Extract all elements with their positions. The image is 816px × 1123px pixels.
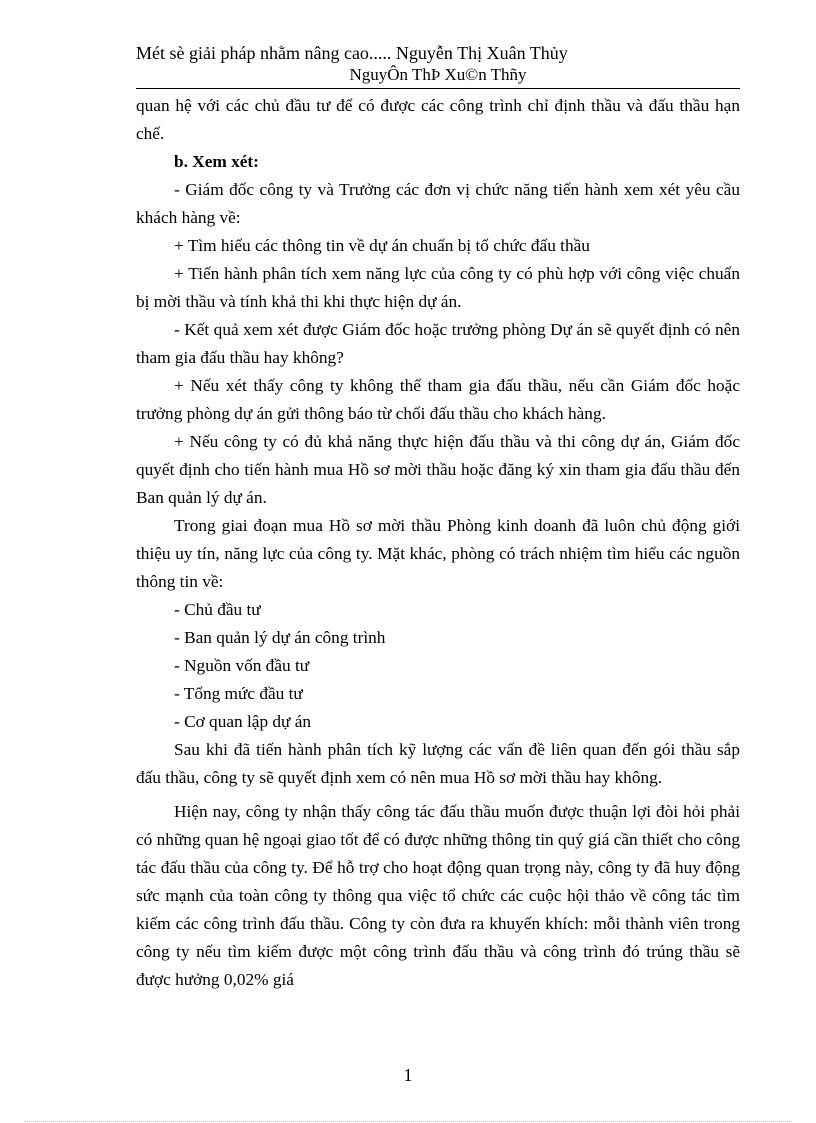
list-item: - Cơ quan lập dự án — [174, 712, 312, 731]
paragraph: Sau khi đã tiến hành phân tích kỹ lượng các vấn đề liên quan đến gói thầu sắp đấu thầu, công ty sẽ quyết định xem có nên mua Hồ sơ mời thầu hay không. — [136, 740, 740, 787]
paragraph: Hiện nay, công ty nhận thấy công tác đấu thầu muốn được thuận lợi đòi hỏi phải có những quan hệ ngoại giao tốt để có được những thông tin quý giá cần thiết cho công tác đấu thầu của công ty. Để hỗ trợ cho hoạt động quan trọng này, công ty đã huy động sức mạnh của toàn công ty thông qua việc tổ chức các cuộc hội thảo về công tác tìm kiếm các công trình đấu thầu. Công ty còn đưa ra khuyến khích: mỗi thành viên trong công ty nếu tìm kiếm được một công trình đấu thầu và công trình đó trúng thầu sẽ được hưởng 0,02% giá — [136, 802, 740, 989]
paragraph: + Tìm hiểu các thông tin về dự án chuẩn bị tổ chức đấu thầu — [174, 236, 590, 255]
page-number: 1 — [403, 1065, 413, 1085]
paragraph: - Giám đốc công ty và Trưởng các đơn vị chức năng tiến hành xem xét yêu cầu khách hàng về: — [136, 180, 740, 227]
paragraph: Trong giai đoạn mua Hồ sơ mời thầu Phòng kinh doanh đã luôn chủ động giới thiệu uy tín, năng lực của công ty. Mặt khác, phòng có trách nhiệm tìm hiểu các nguồn thông tin về: — [136, 516, 740, 591]
list-item: - Nguồn vốn đầu tư — [174, 656, 310, 675]
paragraph: + Nếu công ty có đủ khả năng thực hiện đấu thầu và thi công dự án, Giám đốc quyết định cho tiến hành mua Hồ sơ mời thầu hoặc đăng ký xin tham gia đấu thầu đến Ban quản lý dự án. — [136, 432, 740, 507]
header-author: NguyÔn ThÞ Xu©n Thñy — [349, 65, 527, 84]
paragraph: + Tiến hành phân tích xem năng lực của công ty có phù hợp với công việc chuẩn bị mời thầu và tính khả thi khi thực hiện dự án. — [136, 264, 740, 311]
paragraph-continuation: quan hệ với các chủ đầu tư để có được các công trình chỉ định thầu và đấu thầu hạn chế. — [136, 96, 740, 143]
paragraph: + Nếu xét thấy công ty không thể tham gia đấu thầu, nếu cần Giám đốc hoặc trưởng phòng dự án gửi thông báo từ chối đấu thầu cho khách hàng. — [136, 376, 740, 423]
list-item: - Tổng mức đầu tư — [174, 684, 303, 703]
section-heading: b. Xem xét: — [174, 152, 259, 171]
list-item: - Ban quản lý dự án công trình — [174, 628, 386, 647]
page-header — [136, 42, 740, 89]
paragraph: - Kết quả xem xét được Giám đốc hoặc trưởng phòng Dự án sẽ quyết định có nên tham gia đấu thầu hay không? — [136, 320, 740, 367]
list-item: - Chủ đầu tư — [174, 600, 261, 619]
page-bottom-divider — [24, 1121, 792, 1122]
body-text — [136, 92, 740, 994]
header-title: Mét sè giải pháp nhằm nâng cao..... Nguyễn Thị Xuân Thủy — [136, 43, 568, 63]
